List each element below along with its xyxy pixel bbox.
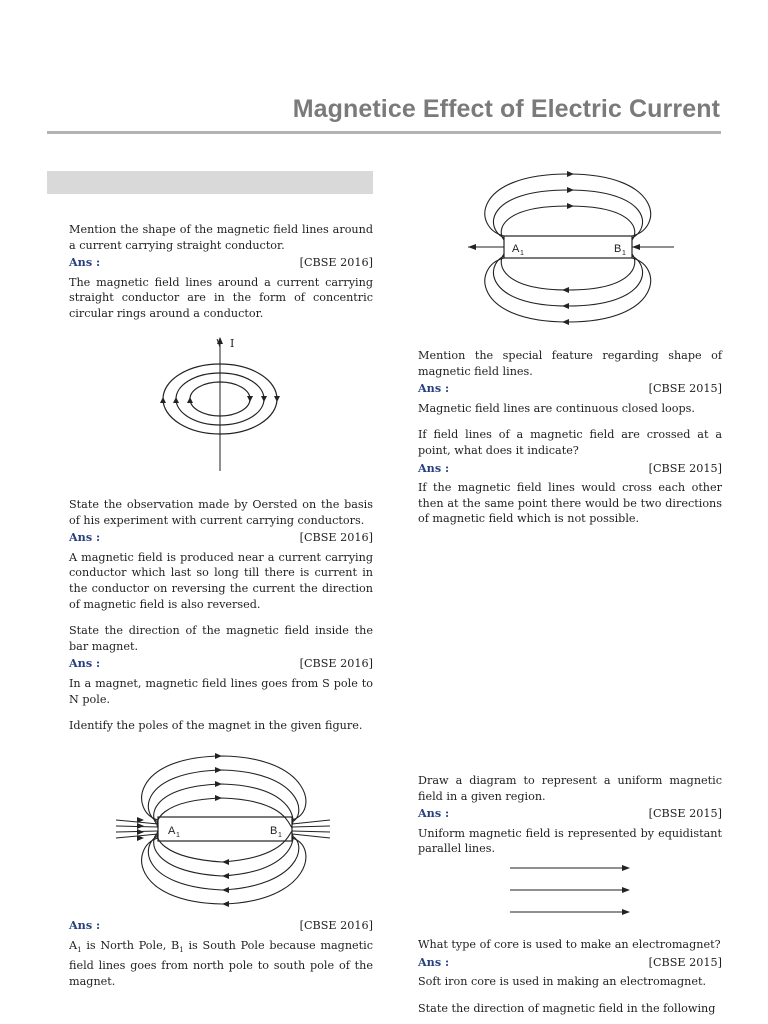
source-tag: [CBSE 2015]	[648, 382, 722, 396]
answer-row	[69, 918, 373, 934]
pole-label-b: B	[614, 243, 622, 255]
section-header-bar	[47, 171, 373, 194]
field-arrow-icon	[622, 865, 630, 871]
answer-row	[69, 656, 373, 672]
bar-magnet-figure-right	[462, 166, 678, 326]
answer-text: A magnetic field is produced near a current carrying conductor which last so long till there is current in the conductor on reversing the current the direction of magnetic field is also reversed.	[69, 550, 373, 611]
uniform-field-figure	[508, 860, 634, 920]
question-text: State the direction of magnetic field in the following	[418, 1001, 716, 1015]
right-column	[418, 348, 722, 538]
current-label: I	[230, 337, 235, 350]
ans-label: Ans :	[69, 255, 101, 270]
answer-row	[418, 955, 722, 971]
bar-magnet-figure-left	[110, 752, 335, 910]
pole-sub-b: 1	[278, 832, 282, 839]
answer-row	[69, 255, 373, 271]
ans-label: Ans :	[69, 530, 101, 545]
answer-text: If the magnetic field lines would cross each other then at the same point there would be two directions of magnetic field which is not possible.	[418, 481, 722, 526]
question-text: Mention the special feature regarding shape of magnetic field lines.	[418, 349, 722, 378]
source-tag: [CBSE 2016]	[299, 919, 373, 932]
title-rule	[47, 131, 721, 134]
right-column-block-3	[418, 937, 722, 1018]
ans-label: Ans :	[418, 954, 450, 969]
question-text: Identify the poles of the magnet in the given figure.	[69, 719, 363, 733]
answer-row	[418, 381, 722, 397]
ans-label: Ans :	[418, 381, 450, 396]
ans-label: Ans :	[418, 460, 450, 475]
ans-label: Ans :	[69, 918, 101, 932]
pole-sub-a: 1	[520, 250, 524, 257]
pole-sub-b: 1	[622, 250, 626, 257]
right-column-block-2	[418, 773, 722, 868]
pole-sub-a: 1	[176, 832, 180, 839]
source-tag: [CBSE 2016]	[299, 531, 373, 545]
answer-text: Magnetic field lines are continuous closed loops.	[418, 401, 695, 415]
question-text: If field lines of a magnetic field are crossed at a point, what does it indicate?	[418, 428, 722, 457]
source-tag: [CBSE 2016]	[299, 256, 373, 270]
question-text: Draw a diagram to represent a uniform magnetic field in a given region.	[418, 774, 722, 803]
answer-text: In a magnet, magnetic field lines goes from S pole to N pole.	[69, 676, 373, 706]
answer-row	[418, 806, 722, 822]
answer-row	[418, 461, 722, 477]
source-tag: [CBSE 2015]	[648, 461, 722, 475]
field-arrow-icon	[622, 909, 630, 915]
straight-conductor-figure	[158, 335, 284, 475]
question-text: What type of core is used to make an electromagnet?	[418, 938, 721, 951]
pole-label-a: A	[168, 825, 176, 837]
left-column-block-3	[69, 918, 373, 1001]
left-column	[69, 222, 373, 333]
ans-label: Ans :	[418, 806, 450, 821]
answer-text: $A_1$ is North Pole, $B_1$ is South Pole because magnetic field lines goes from north pole to south pole of the magnet.	[69, 938, 373, 989]
source-tag: [CBSE 2015]	[648, 807, 722, 821]
source-tag: [CBSE 2015]	[648, 955, 722, 969]
question-text: Mention the shape of the magnetic field lines around a current carrying straight conductor.	[69, 223, 373, 252]
question-text: State the direction of the magnetic field inside the bar magnet.	[69, 624, 373, 653]
pole-label-b: B	[270, 825, 278, 837]
page-title: Magnetice Effect of Electric Current	[292, 95, 720, 123]
answer-text: The magnetic field lines around a current carrying straight conductor are in the form of concentric circular rings around a conductor.	[69, 275, 373, 320]
left-column-block-2	[69, 497, 373, 736]
answer-row	[69, 530, 373, 546]
source-tag: [CBSE 2016]	[299, 657, 373, 671]
answer-text: Soft iron core is used in making an electromagnet.	[418, 975, 707, 989]
ans-label: Ans :	[69, 656, 101, 671]
field-arrow-icon	[622, 887, 630, 893]
answer-text: Uniform magnetic field is represented by equidistant parallel lines.	[418, 826, 722, 856]
pole-label-a: A	[512, 243, 520, 255]
question-text: State the observation made by Oersted on the basis of his experiment with current carrying conductors.	[69, 498, 373, 527]
